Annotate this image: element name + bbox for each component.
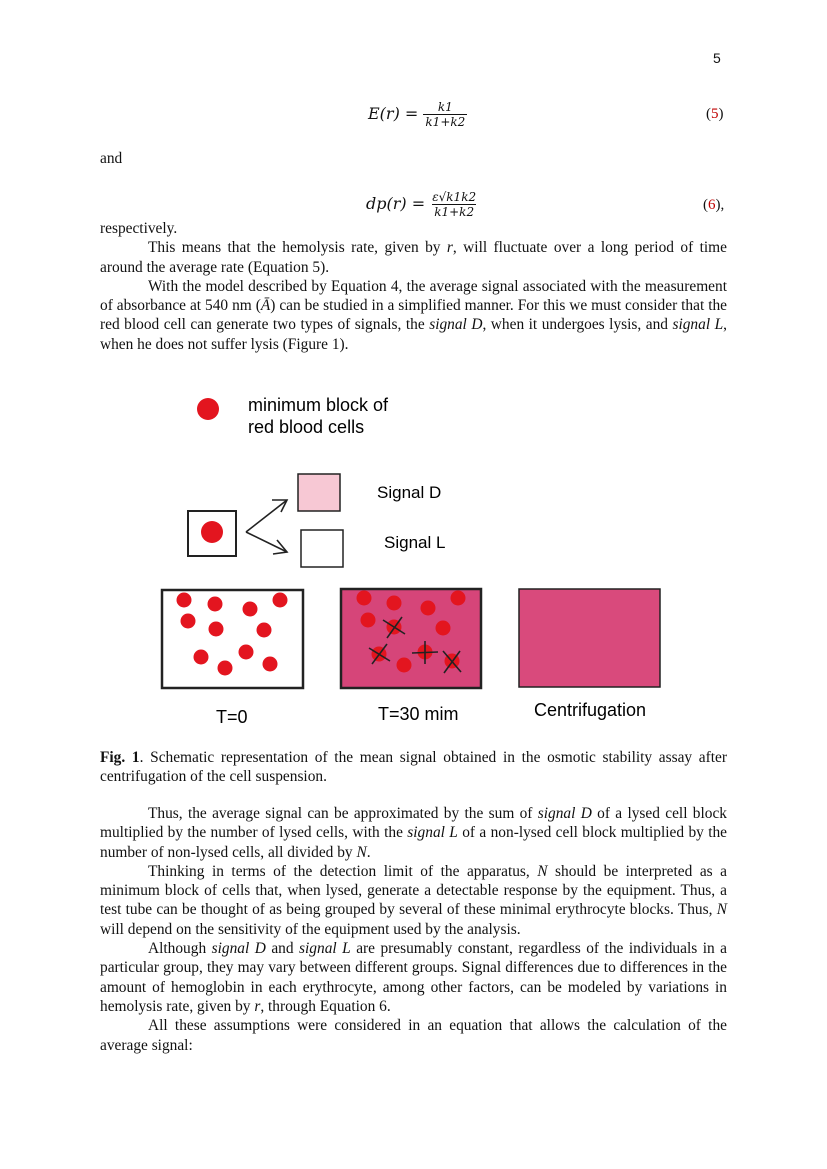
paragraph-signal-variation [100, 939, 727, 1016]
panel-centrifugation-label: Centrifugation [534, 700, 647, 720]
p4-text-a: Thinking in terms of the detection limit of the apparatus, [148, 862, 538, 880]
cell [273, 593, 288, 608]
equation-5-numerator: k1 [437, 100, 453, 114]
p2-var-abar: Ā [260, 297, 271, 315]
legend-label-line1: minimum block of [248, 395, 389, 415]
cell [243, 602, 258, 617]
p2-text-c: , when it undergoes lysis, and [482, 316, 673, 334]
p3-signal-l: signal L [407, 824, 458, 842]
p4-var-n1: N [537, 862, 548, 880]
and-text: and [100, 150, 123, 167]
equation-5-ref[interactable]: 5 [711, 106, 719, 122]
p2-signal-l: signal L [672, 316, 724, 334]
cell [357, 591, 372, 606]
panel-centrifugation-box [519, 589, 660, 687]
cell [181, 614, 196, 629]
equation-6-denominator: k1+k2 [434, 205, 475, 219]
equation-6-number [703, 197, 724, 214]
p3-text-a: Thus, the average signal can be approximated by the sum of [148, 805, 538, 822]
cell [239, 645, 254, 660]
p2-text-a: With the model described by Equation 4, the average signal associated with the measurement of absorbance at 540 nm ( [100, 277, 727, 315]
equation-6 [366, 190, 478, 219]
p6-text-a: All these assumptions were considered in an equation that allows the calculation of the average signal: [100, 1017, 727, 1054]
equation-5-fraction [423, 100, 467, 129]
arrow-to-signal-d [246, 500, 287, 532]
cell [451, 591, 466, 606]
equation-6-fraction [430, 190, 478, 219]
paragraph-sum-of-signals [100, 804, 727, 862]
p3-text-c: of a non-lysed cell block multiplied by the number of non-lysed cells, all divided by [100, 824, 727, 861]
p5-text-b: and [265, 940, 300, 958]
cell [421, 601, 436, 616]
p3-signal-d: signal D [537, 805, 592, 822]
signal-l-label: Signal L [384, 533, 446, 552]
paragraph-assumptions [100, 1016, 727, 1055]
paragraph-detection-limit [100, 862, 727, 939]
equation-6-numerator: ε√k1k2 [432, 190, 477, 204]
body-text-top [100, 219, 727, 354]
panel-t0-label: T=0 [216, 707, 248, 727]
cell [177, 593, 192, 608]
p5-signal-l: signal L [299, 940, 351, 958]
equation-6-open-paren: ( [703, 197, 708, 213]
p4-var-n2: N [716, 901, 727, 919]
cell [387, 596, 402, 611]
p2-text-d: , when he does not suffer lysis (Figure 1). [100, 316, 728, 353]
cell [209, 622, 224, 637]
p5-text-a: Although [148, 940, 212, 958]
equation-5-lhs: E(r) = [368, 104, 419, 123]
paragraph-average-signal [100, 277, 727, 354]
single-cell [201, 521, 223, 543]
cell [361, 613, 376, 628]
equation-5-close-paren: ) [718, 106, 724, 122]
legend-label-line2: red blood cells [248, 417, 365, 437]
cell [436, 621, 451, 636]
cell [263, 657, 278, 672]
equation-5-open-paren: ( [706, 106, 711, 122]
signal-d-box [298, 474, 340, 511]
p2-signal-d: signal D [429, 316, 483, 334]
p3-text-d: . [366, 843, 371, 861]
p5-text-c: are presumably constant, regardless of the individuals in a particular group, they may vary between different groups. Signal differences due to differences in the amount of hemoglobin in each erythrocyte, among other factors, can be modeled by variations in hemolysis rate, given by [100, 940, 727, 1015]
p1-var-r: r [446, 239, 453, 257]
p2-text-b: ) can be studied in a simplified manner. For this we must consider that the red blood cell can generate two types of signals, the [100, 297, 727, 334]
signal-d-label: Signal D [377, 483, 442, 502]
cell [208, 597, 223, 612]
cell [397, 658, 412, 673]
p1-text-a: This means that the hemolysis rate, given by [148, 239, 447, 257]
equation-5-denominator: k1+k2 [425, 115, 466, 129]
arrow-to-signal-l [246, 532, 287, 554]
p4-text-c: will depend on the sensitivity of the equipment used by the analysis. [100, 920, 521, 938]
paragraph-hemolysis-rate [100, 238, 727, 277]
figure-caption [100, 748, 727, 787]
p5-signal-d: signal D [211, 940, 266, 958]
page-number: 5 [713, 50, 721, 66]
p1-text-b: , will fluctuate over a long period of time around the average rate (Equation 5). [100, 239, 727, 276]
caption-label: Fig. 1 [100, 749, 140, 766]
cell [194, 650, 209, 665]
equation-5-number [706, 106, 724, 123]
p4-text-b: should be interpreted as a minimum block of cells that, when lysed, generate a detectable response by the equipment. Thus, a test tube can be thought of as being grouped by several of these minimal erythrocyte blocks. Thus, [100, 862, 727, 919]
equation-5 [368, 100, 467, 129]
panel-t30-label: T=30 mim [378, 704, 459, 724]
p5-var-r: r [254, 997, 261, 1015]
p5-text-d: , through Equation 6. [260, 997, 391, 1015]
p3-text-b: of a lysed cell block multiplied by the number of lysed cells, with the [100, 805, 728, 842]
cell [218, 661, 233, 676]
caption-text: . Schematic representation of the mean signal obtained in the osmotic stability assay after centrifugation of the cell suspension. [100, 749, 727, 786]
equation-6-ref[interactable]: 6 [708, 197, 716, 213]
signal-l-box [301, 530, 343, 567]
p3-var-n: N [356, 843, 367, 861]
figure-1 [150, 380, 680, 730]
equation-6-close-paren: ), [715, 197, 725, 213]
cell [257, 623, 272, 638]
respectively-line: respectively. [100, 220, 178, 237]
equation-6-lhs: dp(r) = [366, 194, 426, 213]
legend-cell-icon [197, 398, 219, 420]
body-text-bottom [100, 804, 727, 1055]
